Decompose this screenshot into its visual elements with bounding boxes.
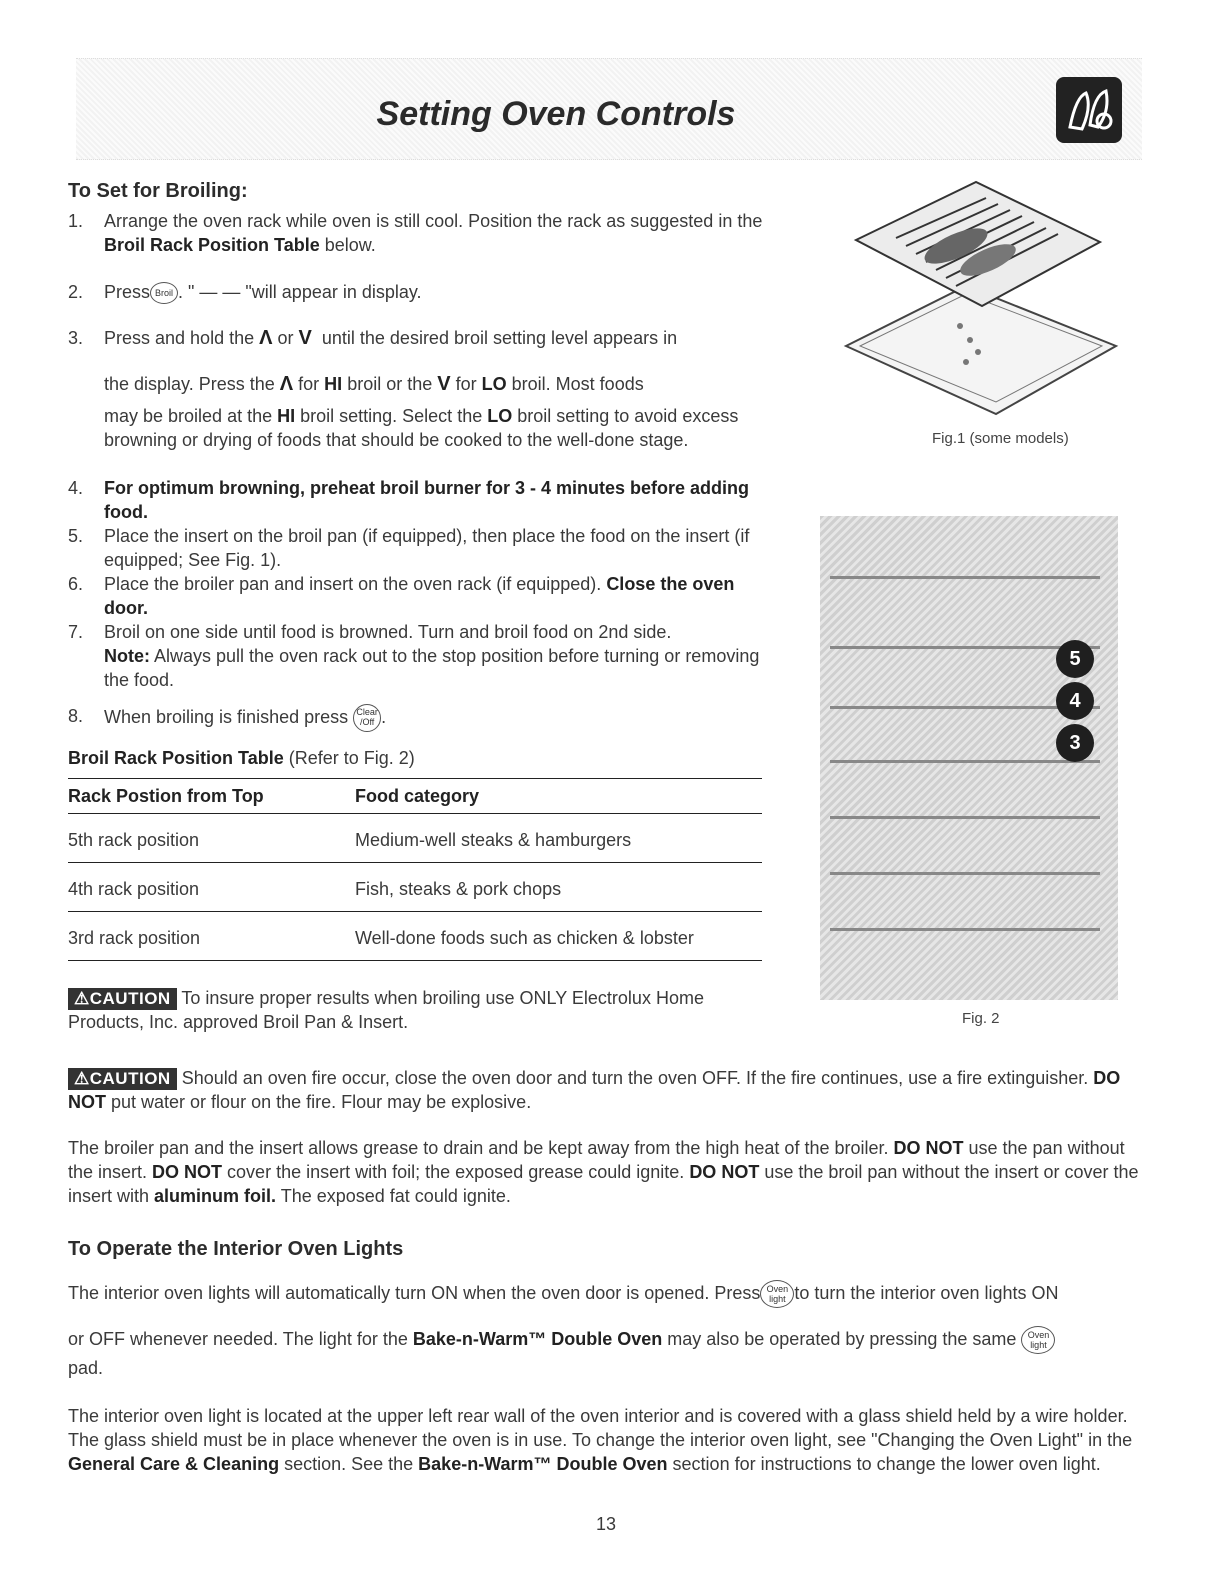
broiling-heading: To Set for Broiling: <box>68 180 248 202</box>
up-arrow-icon: Λ <box>259 327 273 349</box>
step-number: 4. <box>68 478 84 498</box>
do-not-text: DO NOT <box>893 1138 964 1158</box>
do-not-text: DO NOT <box>68 1068 1121 1112</box>
clear-off-pad-icon: Clear /Off <box>353 704 381 732</box>
caution-broil-pan <box>68 986 768 1034</box>
rack-line <box>830 816 1100 819</box>
step-text: or <box>277 328 294 348</box>
table-title-bold: Broil Rack Position Table <box>68 748 284 768</box>
lo-label: LO <box>481 374 507 394</box>
caution-label: CAUTION <box>89 989 171 1008</box>
para-text: use the broil pan without the insert or cover the insert with <box>68 1162 1139 1206</box>
rack-line <box>830 872 1100 875</box>
step-number: 1. <box>68 211 84 231</box>
step-text: until the desired broil setting level appears in <box>321 328 678 348</box>
up-arrow-icon: Λ <box>279 373 294 395</box>
warning-icon: ⚠ <box>74 989 90 1008</box>
step-text: Place the insert on the broil pan (if equipped), then place the food on the insert (if equipped; See Fig. 1). <box>104 526 750 570</box>
para-text: cover the insert with foil; the exposed grease could ignite. <box>222 1162 690 1182</box>
caution-badge <box>68 1068 177 1090</box>
step-text: Broil on one side until food is browned. Turn and broil food on 2nd side. <box>104 622 672 642</box>
table-row <box>68 814 762 863</box>
table-cell: 4th rack position <box>68 879 200 899</box>
lights-paragraph-2 <box>68 1404 1148 1476</box>
caution-label: CAUTION <box>89 1069 171 1088</box>
step-text: When broiling is finished press <box>104 706 349 727</box>
do-not-text: DO NOT <box>152 1162 223 1182</box>
cooking-icon <box>1056 77 1122 143</box>
table-cell: Fish, steaks & pork chops <box>355 879 562 899</box>
para-text: The exposed fat could ignite. <box>276 1186 511 1206</box>
step-text: broil setting. Select the <box>295 406 488 426</box>
table-cell: Well-done foods such as chicken & lobster <box>355 928 694 948</box>
step-text: for <box>455 374 477 394</box>
caution-text: To insure proper results when broiling use ONLY Electrolux Home Products, Inc. approved Broil Pan & Insert. <box>68 988 704 1032</box>
step-number: 6. <box>68 574 84 594</box>
step-text: . <box>381 706 387 727</box>
para-text: or OFF whenever needed. The light for the <box>68 1328 413 1349</box>
table-header-row <box>68 778 762 814</box>
page-title: Setting Oven Controls <box>376 95 736 133</box>
table-row <box>68 863 762 912</box>
fig1-caption: Fig.1 (some models) <box>932 430 1069 447</box>
para-text: The interior oven lights will automatically turn ON when the oven door is opened. Press <box>68 1282 761 1303</box>
para-text: section for instructions to change the lower oven light. <box>667 1454 1101 1474</box>
step-bold: Broil Rack Position Table <box>104 235 320 255</box>
step-bold: Close the oven door. <box>104 574 735 618</box>
rack-line <box>830 576 1100 579</box>
para-text: pad. <box>68 1358 104 1378</box>
broil-rack-table <box>68 778 762 961</box>
para-text: The broiler pan and the insert allows grease to drain and be kept away from the high heat of the broiler. <box>68 1138 894 1158</box>
step-text: broil setting to avoid excess browning or drying of foods that should be cooked to the well-done stage. <box>104 406 739 450</box>
grease-paragraph <box>68 1136 1148 1208</box>
header-banner <box>76 58 1142 160</box>
down-arrow-icon: V <box>298 327 312 349</box>
rack-badge-5: 5 <box>1056 640 1094 678</box>
step-text: may be broiled at the <box>104 406 278 426</box>
fig1-broil-pan-illustration <box>836 176 1120 422</box>
rack-badge-4: 4 <box>1056 682 1094 720</box>
step-text: Place the broiler pan and insert on the oven rack (if equipped). <box>104 574 607 594</box>
step-number: 8. <box>68 706 84 726</box>
table-header-cell: Rack Postion from Top <box>68 786 264 806</box>
caution-oven-fire <box>68 1066 1148 1114</box>
step-text: . " — — "will appear in display. <box>178 282 422 302</box>
rack-line <box>830 760 1100 763</box>
page-number: 13 <box>596 1514 617 1534</box>
hi-label: HI <box>277 406 296 426</box>
aluminum-foil-text: aluminum foil. <box>154 1186 277 1206</box>
para-text: to turn the interior oven lights ON <box>794 1282 1059 1303</box>
down-arrow-icon: V <box>437 373 451 395</box>
step-bold: For optimum browning, preheat broil burner for 3 - 4 minutes before adding food. <box>104 478 750 522</box>
para-text: The interior oven light is located at the upper left rear wall of the oven interior and is covered with a glass shield held by a wire holder. The glass shield must be in place whenever the oven is in use. To change the interior oven light, see "Changing the Oven Light" in the <box>68 1406 1133 1450</box>
lights-paragraph-1 <box>68 1280 1148 1308</box>
step-text: broil. Most foods <box>511 374 644 394</box>
step-text: Press and hold the <box>104 328 255 348</box>
hi-label: HI <box>324 374 343 394</box>
oven-light-pad-icon: Oven light <box>1021 1326 1055 1354</box>
caution-text: put water or flour on the fire. Flour may be explosive. <box>106 1092 532 1112</box>
general-care-text: General Care & Cleaning <box>68 1454 280 1474</box>
fig2-caption: Fig. 2 <box>962 1010 1000 1027</box>
table-title <box>68 748 415 769</box>
para-text: section. See the <box>279 1454 419 1474</box>
para-text: may also be operated by pressing the same <box>662 1328 1017 1349</box>
lights-paragraph-1-end <box>68 1356 1148 1380</box>
step-text: Press <box>104 282 151 302</box>
step-text: below. <box>319 235 376 255</box>
rack-badge-3: 3 <box>1056 724 1094 762</box>
warning-icon: ⚠ <box>74 1069 90 1088</box>
step-number: 7. <box>68 622 84 642</box>
step-text: for <box>298 374 320 394</box>
step-number: 2. <box>68 282 84 302</box>
oven-light-pad-icon: Oven light <box>760 1280 794 1308</box>
step-number: 3. <box>68 328 84 348</box>
step-number: 5. <box>68 526 84 546</box>
caution-badge <box>68 988 177 1010</box>
rack-line <box>830 928 1100 931</box>
table-row <box>68 912 762 961</box>
table-title-rest: (Refer to Fig. 2) <box>283 748 415 768</box>
note-label: Note: <box>104 646 150 666</box>
table-cell: Medium-well steaks & hamburgers <box>355 830 632 850</box>
table-cell: 3rd rack position <box>68 928 201 948</box>
bake-n-warm-text: Bake-n-Warm™ Double Oven <box>418 1454 668 1474</box>
table-cell: 5th rack position <box>68 830 200 850</box>
table-header-cell: Food category <box>355 786 480 806</box>
step-text: Arrange the oven rack while oven is still cool. Position the rack as suggested in the <box>104 211 763 231</box>
lights-heading: To Operate the Interior Oven Lights <box>68 1238 404 1260</box>
step-text: the display. Press the <box>104 374 275 394</box>
fig2-oven-interior-photo <box>820 516 1118 1000</box>
note-text: Always pull the oven rack out to the stop position before turning or removing the food. <box>104 646 760 690</box>
lo-label: LO <box>487 406 513 426</box>
do-not-text: DO NOT <box>689 1162 760 1182</box>
bake-n-warm-text: Bake-n-Warm™ Double Oven <box>412 1328 663 1349</box>
para-text: use the pan without the insert. <box>68 1138 1125 1182</box>
caution-text: Should an oven fire occur, close the oven door and turn the oven OFF. If the fire continues, use a fire extinguisher. <box>176 1068 1094 1088</box>
broil-pad-icon: Broil <box>150 282 178 304</box>
step-text: broil or the <box>347 374 433 394</box>
lights-paragraph-1-cont <box>68 1326 1148 1354</box>
